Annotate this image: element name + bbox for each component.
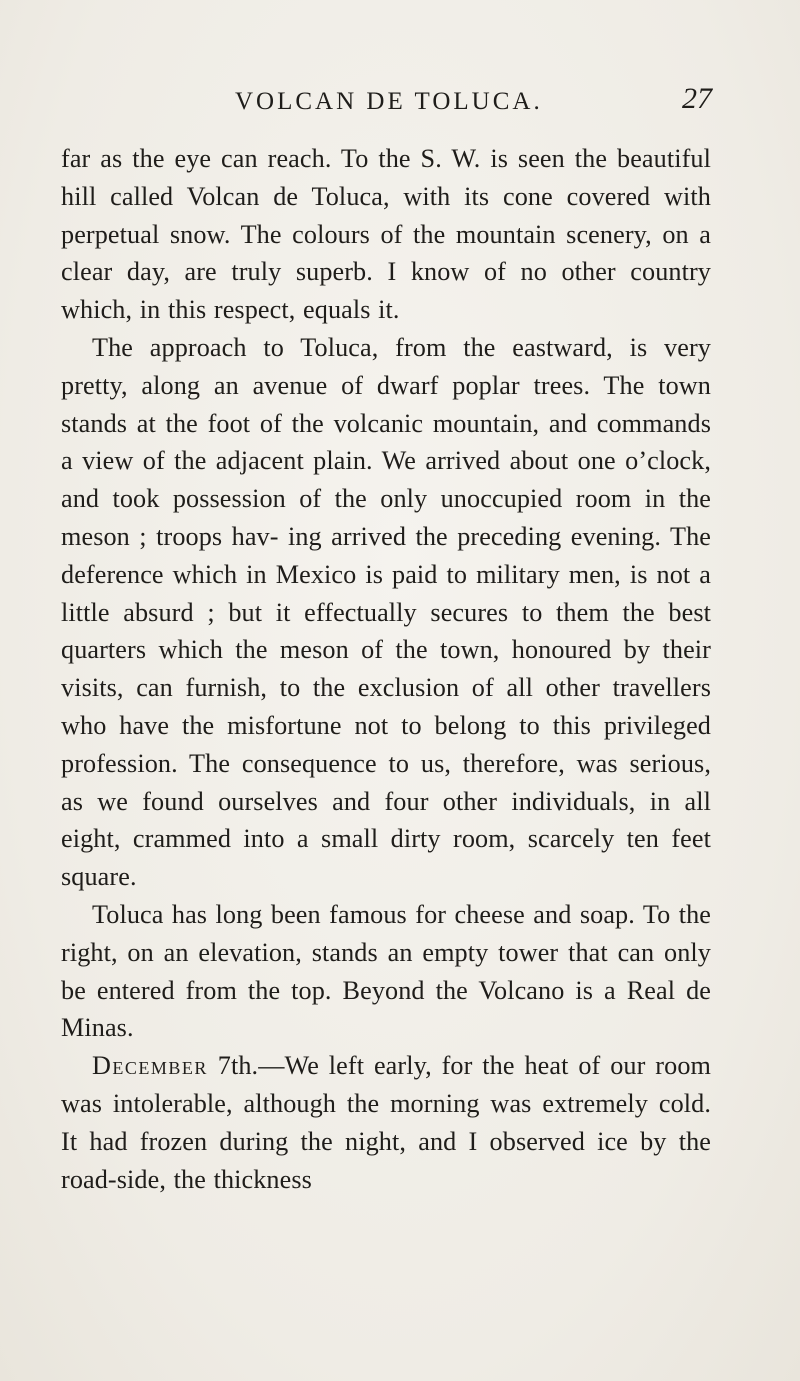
paragraph-2: The approach to Toluca, from the eastward, is very pretty, along an avenue of dwarf poplar trees. The town stands at the foot of the volcanic mountain, and commands a view of the adjacent plain. We arrived about one o’clock, and took possession of the only unoccupied room in the meson ; troops hav- ing arrived the preceding evening. The deference which in Mexico is paid to military men, is not a little absurd ; but it effectually secures to them the best quarters which the meson of the town, honoured by their visits, can furnish, to the exclusion of all other travellers who have the misfortune not to belong to this privileged profession. The consequence to us, therefore, was serious, as we found ourselves and four other individuals, in all eight, crammed into a small dirty room, scarcely ten feet square. xyxy=(61,332,711,892)
page-number: 27 xyxy=(682,82,712,115)
date-lead: December xyxy=(92,1051,208,1081)
running-title: VOLCAN DE TOLUCA. xyxy=(235,88,543,115)
paragraph-3: Toluca has long been famous for cheese and soap. To the right, on an elevation, stands an empty tower that can only be entered from the top. Beyond the Volcano is a Real de Minas. xyxy=(61,899,711,1043)
page-header xyxy=(60,82,712,128)
paragraph-4 xyxy=(61,1047,711,1198)
paragraph-1: far as the eye can reach. To the S. W. is seen the beautiful hill called Volcan de Toluca, with its cone covered with perpetual snow. The colours of the mountain scenery, on a clear day, are truly superb. I know of no other country which, in this respect, equals it. xyxy=(61,144,711,325)
body-text xyxy=(61,140,711,1198)
paragraph-4-text: 7th.—We left early, for the heat of our room was intolerable, although the morning was extremely cold. It had frozen during the night, and I observed ice by the road-side, the thickness xyxy=(61,1051,711,1194)
